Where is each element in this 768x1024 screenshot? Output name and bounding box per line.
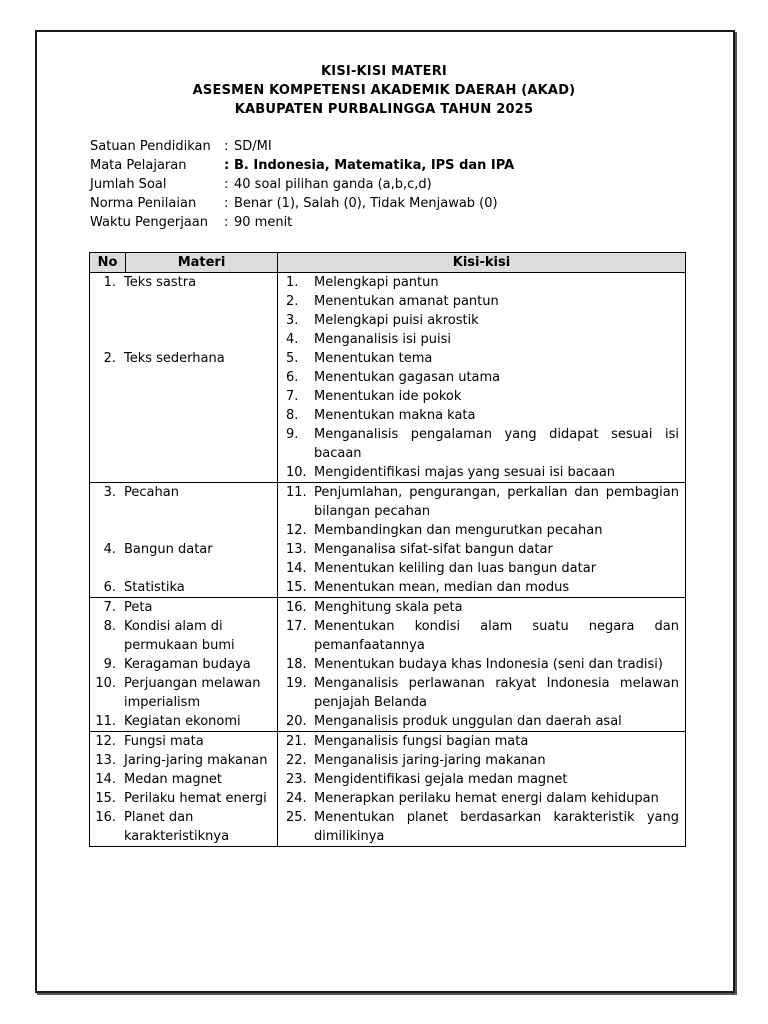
materi-item: 4. Bangun datar [103,542,213,557]
table-header-row [90,253,686,273]
kisi-item: 22. Menganalisis jaring-jaring makanan [286,753,546,768]
kisi-item: 11. Penjumlahan, pengurangan, perkalian dan pembagian bilangan pecahan [286,485,679,519]
info-colon: : [224,158,230,173]
kisi-item: 16. Menghitung skala peta [286,600,463,615]
title-line-2: ASESMEN KOMPETENSI AKADEMIK DAERAH (AKAD) [192,83,576,98]
materi-item: 2. Teks sederhana [103,351,225,366]
kisi-item: 5. Menentukan tema [286,351,433,366]
info-row [90,213,514,232]
materi-item: 3. Pecahan [103,485,179,500]
info-value: 40 soal pilihan ganda (a,b,c,d) [234,177,432,192]
kisi-item: 8. Menentukan makna kata [286,408,476,423]
info-block [90,137,514,232]
info-row [90,156,514,175]
info-label: Waktu Pengerjaan [90,215,208,230]
info-colon: : [224,196,229,211]
document-title [0,62,768,119]
materi-item: 10. Perjuangan melawan imperialism [95,676,261,710]
info-value: Benar (1), Salah (0), Tidak Menjawab (0) [234,196,498,211]
kisi-cell [278,732,686,847]
kisi-item: 10. Mengidentifikasi majas yang sesuai isi bacaan [286,465,616,480]
kisi-cell [278,273,686,483]
table-row [90,732,686,847]
header-no: No [90,253,126,273]
info-value: 90 menit [234,215,293,230]
info-value: SD/MI [234,139,272,154]
kisi-item: 23. Mengidentifikasi gejala medan magnet [286,772,568,787]
table-row [90,483,686,598]
kisi-item: 24. Menerapkan perilaku hemat energi dalam kehidupan [286,791,659,806]
kisi-item: 6. Menentukan gagasan utama [286,370,501,385]
title-line-1: KISI-KISI MATERI [321,64,447,79]
kisi-item: 21. Menganalisis fungsi bagian mata [286,734,529,749]
materi-cell [90,273,278,483]
kisi-item: 25. Menentukan planet berdasarkan karakteristik yang dimilikinya [286,810,679,844]
kisi-item: 1. Melengkapi pantun [286,275,439,290]
info-value: B. Indonesia, Matematika, IPS dan IPA [234,158,515,173]
kisi-item: 7. Menentukan ide pokok [286,389,462,404]
materi-item: 1. Teks sastra [103,275,197,290]
kisi-item: 2. Menentukan amanat pantun [286,294,499,309]
info-label: Mata Pelajaran [90,158,187,173]
kisi-cell [278,598,686,732]
kisi-item: 19. Menganalisis perlawanan rakyat Indonesia melawan penjajah Belanda [286,676,679,710]
info-row [90,194,514,213]
header-kisi: Kisi-kisi [278,253,686,273]
materi-item: 7. Peta [103,600,153,615]
info-label: Satuan Pendidikan [90,139,211,154]
materi-item: 8. Kondisi alam di permukaan bumi [103,619,235,653]
kisi-item: 13. Menganalisa sifat-sifat bangun datar [286,542,553,557]
table-row [90,598,686,732]
materi-cell [90,598,278,732]
kisi-item: 14. Menentukan keliling dan luas bangun datar [286,561,597,576]
kisi-item: 15. Menentukan mean, median dan modus [286,580,570,595]
kisi-item: 17. Menentukan kondisi alam suatu negara dan pemanfaatannya [286,619,679,653]
title-line-3: KABUPATEN PURBALINGGA TAHUN 2025 [234,102,534,117]
kisi-item: 18. Menentukan budaya khas Indonesia (seni dan tradisi) [286,657,663,672]
kisi-item: 9. Menganalisis pengalaman yang didapat sesuai isi bacaan [286,427,679,461]
materi-item: 6. Statistika [103,580,185,595]
materi-item: 15. Perilaku hemat energi [95,791,267,806]
table-row [90,273,686,483]
header-materi: Materi [126,253,278,273]
materi-item: 9. Keragaman budaya [103,657,251,672]
materi-item: 12. Fungsi mata [95,734,204,749]
info-row [90,175,514,194]
kisi-item: 20. Menganalisis produk unggulan dan daerah asal [286,714,622,729]
info-colon: : [224,177,229,192]
info-colon: : [224,139,229,154]
kisi-cell [278,483,686,598]
materi-item: 16. Planet dan karakteristiknya [95,810,230,844]
kisi-item: 3. Melengkapi puisi akrostik [286,313,479,328]
kisi-item: 12. Membandingkan dan mengurutkan pecahan [286,523,603,538]
materi-item: 11. Kegiatan ekonomi [95,714,241,729]
kisi-table [89,252,686,847]
materi-cell [90,732,278,847]
info-row [90,137,514,156]
materi-item: 13. Jaring-jaring makanan [95,753,268,768]
info-label: Norma Penilaian [90,196,197,211]
info-colon: : [224,215,229,230]
materi-item: 14. Medan magnet [95,772,223,787]
info-label: Jumlah Soal [90,177,167,192]
materi-cell [90,483,278,598]
kisi-item: 4. Menganalisis isi puisi [286,332,452,347]
